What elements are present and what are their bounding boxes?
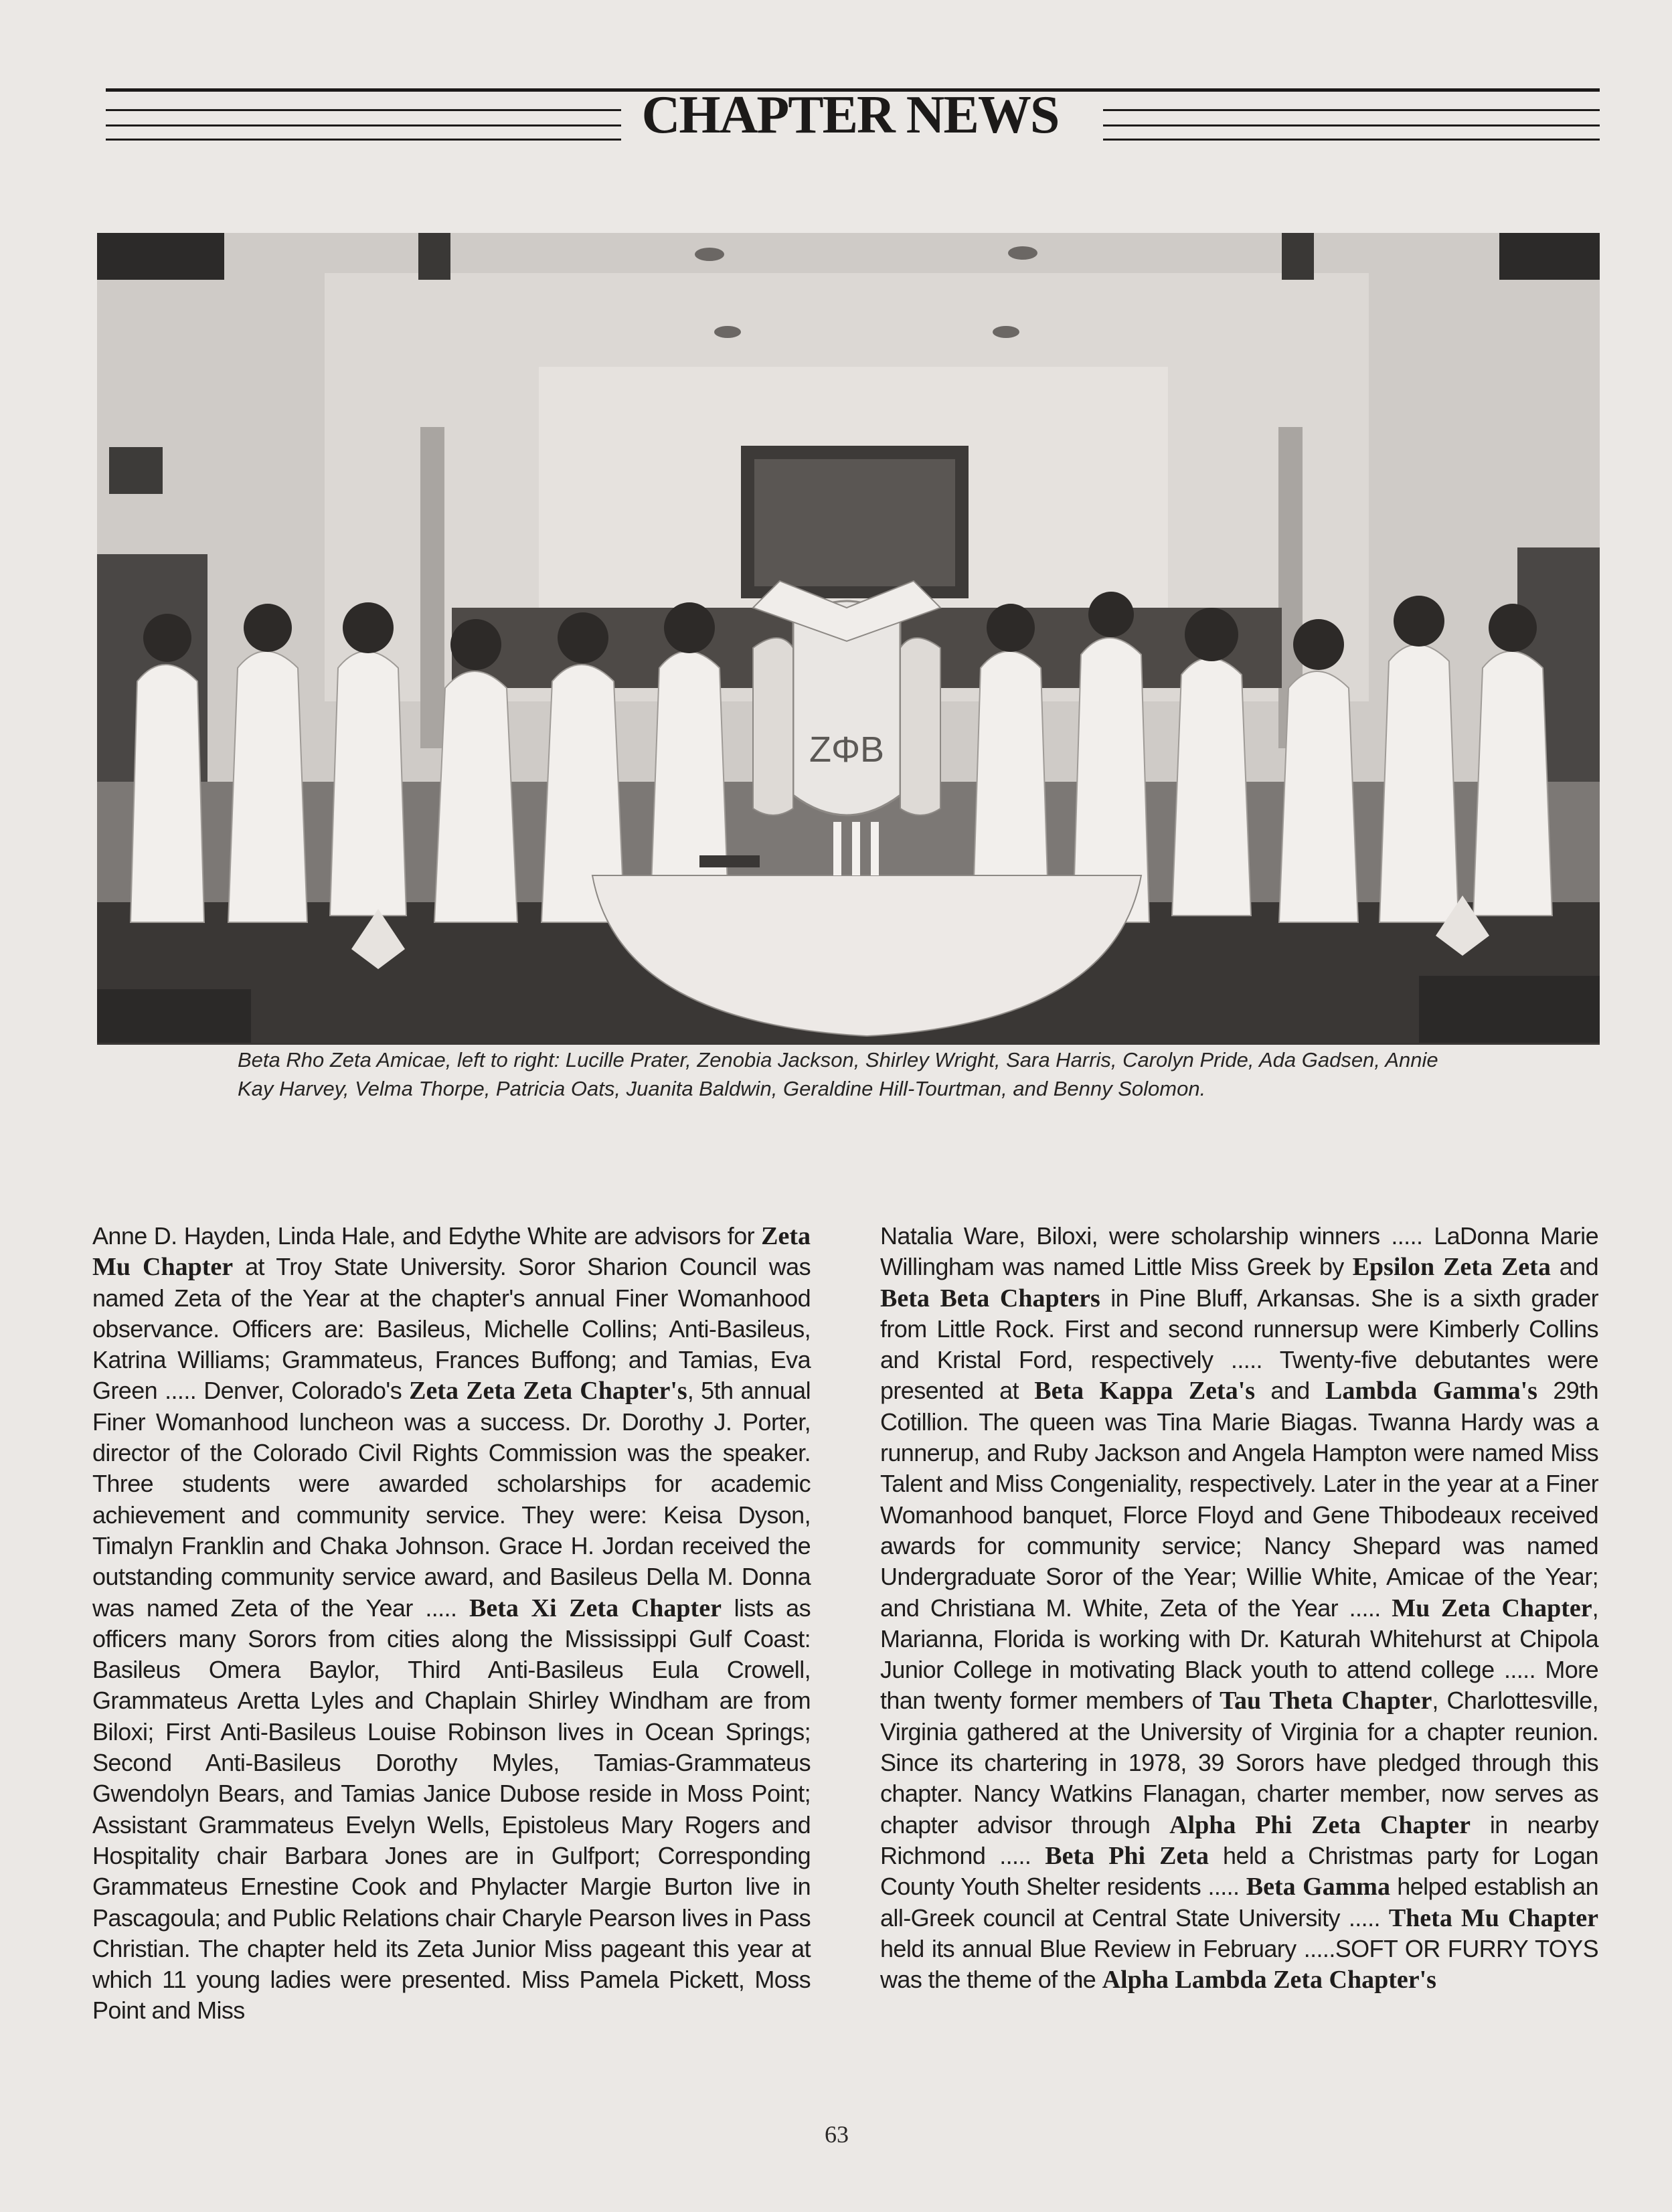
header-rule-left-3 [106, 139, 621, 141]
header-rule-left-1 [106, 109, 621, 111]
chapter-name: Alpha Lambda Zeta Chapter's [1102, 1966, 1436, 1994]
article-column-left [92, 1221, 811, 2027]
article-text: 29th Cotillion. The queen was Tina Marie Biagas. Twanna Hardy was a runnerup, and Ruby Jackson and Angela Hampton were named Miss Talent and Miss Congeniality, respectively. Later in the year at a Finer Womanhood banquet, Florce Floyd and Gene Thibodeaux received awards for community service; Nancy Shepard was named Undergraduate Soror of the Year; Willie White, Amicae of the Year; and Christiana M. White, Zeta of the Year ..... [880, 1377, 1598, 1622]
chapter-name: Zeta Zeta Zeta Chapter's [409, 1377, 687, 1406]
article-text: helped establish an all-Greek council at Central State University ..... [880, 1873, 1598, 1932]
chapter-name: Tau Theta Chapter [1220, 1687, 1432, 1715]
chapter-name: Mu Zeta Chapter [1392, 1594, 1592, 1622]
chapter-name: Lambda Gamma's [1325, 1377, 1537, 1406]
article-text: in nearby Richmond ..... [880, 1810, 1598, 1869]
chapter-name: Beta Gamma [1246, 1873, 1390, 1901]
header-rule-right-3 [1103, 139, 1600, 141]
article-text: at Troy State University. Soror Sharion Council was named Zeta of the Year at the chapter's annual Finer Womanhood observance. Officers are: Basileus, Michelle Collins; Anti-Basileus, Katrina Williams; Grammateus, Frances Buffong; and Tamias, Eva Green ..... Denver, Colorado's [92, 1253, 811, 1405]
article-text: Natalia Ware, Biloxi, were scholarship winners ..... LaDonna Marie Willingham was named Little Miss Greek by [880, 1222, 1598, 1281]
header-rule-right-2 [1103, 124, 1600, 126]
chapter-name: Alpha Phi Zeta Chapter [1169, 1810, 1471, 1839]
chapter-name: Theta Mu Chapter [1388, 1903, 1598, 1932]
header-rule-left-2 [106, 124, 621, 126]
emblem-letters: ZΦB [809, 730, 885, 770]
article-text: held its annual Blue Review in February .....SOFT OR FURRY TOYS was the theme of the [880, 1934, 1598, 1994]
article-text: , Marianna, Florida is working with Dr. Katurah Whitehurst at Chipola Junior College in motivating Black youth to attend college ..... More than twenty former members of [880, 1594, 1598, 1715]
article-text: and [1255, 1377, 1326, 1405]
page-number: 63 [825, 2121, 849, 2148]
article-text: held a Christmas party for Logan County Youth Shelter residents ..... [880, 1841, 1598, 1901]
sorority-emblem [753, 581, 940, 815]
article-text: lists as officers many Sorors from cities along the Mississippi Gulf Coast: Basileus Omera Baylor, Third Anti-Basileus Eula Crowell, Grammateus Aretta Lyles and Chaplain Shirley Windham are from Biloxi; First Anti-Basileus Louise Robinson lives in Ocean Springs; Second Anti-Basileus Dorothy Myles, Tamias-Grammateus Gwendolyn Bears, and Tamias Janice Dubose reside in Moss Point; Assistant Grammateus Evelyn Wells, Epistoleus Mary Rogers and Hospitality chair Barbara Jones are in Gulfport; Corresponding Grammateus Ernestine Cook and Phylacter Margie Burton live in Pascagoula; and Public Relations chair Charyle Pearson lives in Pass Christian. The chapter held its Zeta Junior Miss pageant this year at which 11 young ladies were presented. Miss Pamela Pickett, Moss Point and Miss [92, 1594, 811, 2025]
article-text: , Charlottesville, Virginia gathered at the University of Virginia for a chapter reunion. Since its chartering in 1978, 39 Sorors have pledged through this chapter. Nancy Watkins Flanagan, charter member, now serves as chapter advisor through [880, 1687, 1599, 1839]
photo-illustration [97, 233, 1600, 1045]
article-text: , 5th annual Finer Womanhood luncheon was a success. Dr. Dorothy J. Porter, director of the Colorado Civil Rights Commission was the speaker. Three students were awarded scholarships for academic achievement and community service. They were: Keisa Dyson, Timalyn Franklin and Chaka Johnson. Grace H. Jordan received the outstanding community service award, and Basileus Della M. Donna was named Zeta of the Year ..... [92, 1377, 811, 1622]
section-title: CHAPTER NEWS [641, 86, 1059, 145]
article-text: and [1550, 1253, 1598, 1281]
chapter-name: Zeta Mu Chapter [92, 1222, 811, 1282]
chapter-name: Beta Kappa Zeta's [1034, 1377, 1256, 1406]
chapter-name: Epsilon Zeta Zeta [1352, 1253, 1551, 1282]
article-text: in Pine Bluff, Arkansas. She is a sixth grader from Little Rock. First and second runnersup were Kimberly Collins and Kristal Ford, respectively ..... Twenty-five debutantes were presented at [880, 1284, 1598, 1405]
header-rule-right-1 [1103, 109, 1600, 111]
article-text: Anne D. Hayden, Linda Hale, and Edythe White are advisors for [92, 1222, 762, 1250]
photo-caption: Beta Rho Zeta Amicae, left to right: Lucille Prater, Zenobia Jackson, Shirley Wright, Sara Harris, Carolyn Pride, Ada Gadsen, Annie Kay Harvey, Velma Thorpe, Patricia Oats, Juanita Baldwin, Geraldine Hill-Tourtman, and Benny Solomon. [238, 1048, 1438, 1100]
chapter-name: Beta Beta Chapters [880, 1284, 1100, 1312]
article-column-right [880, 1221, 1598, 1995]
chapter-name: Beta Xi Zeta Chapter [469, 1594, 722, 1622]
group-photo [97, 233, 1600, 1045]
chapter-name: Beta Phi Zeta [1045, 1841, 1209, 1870]
